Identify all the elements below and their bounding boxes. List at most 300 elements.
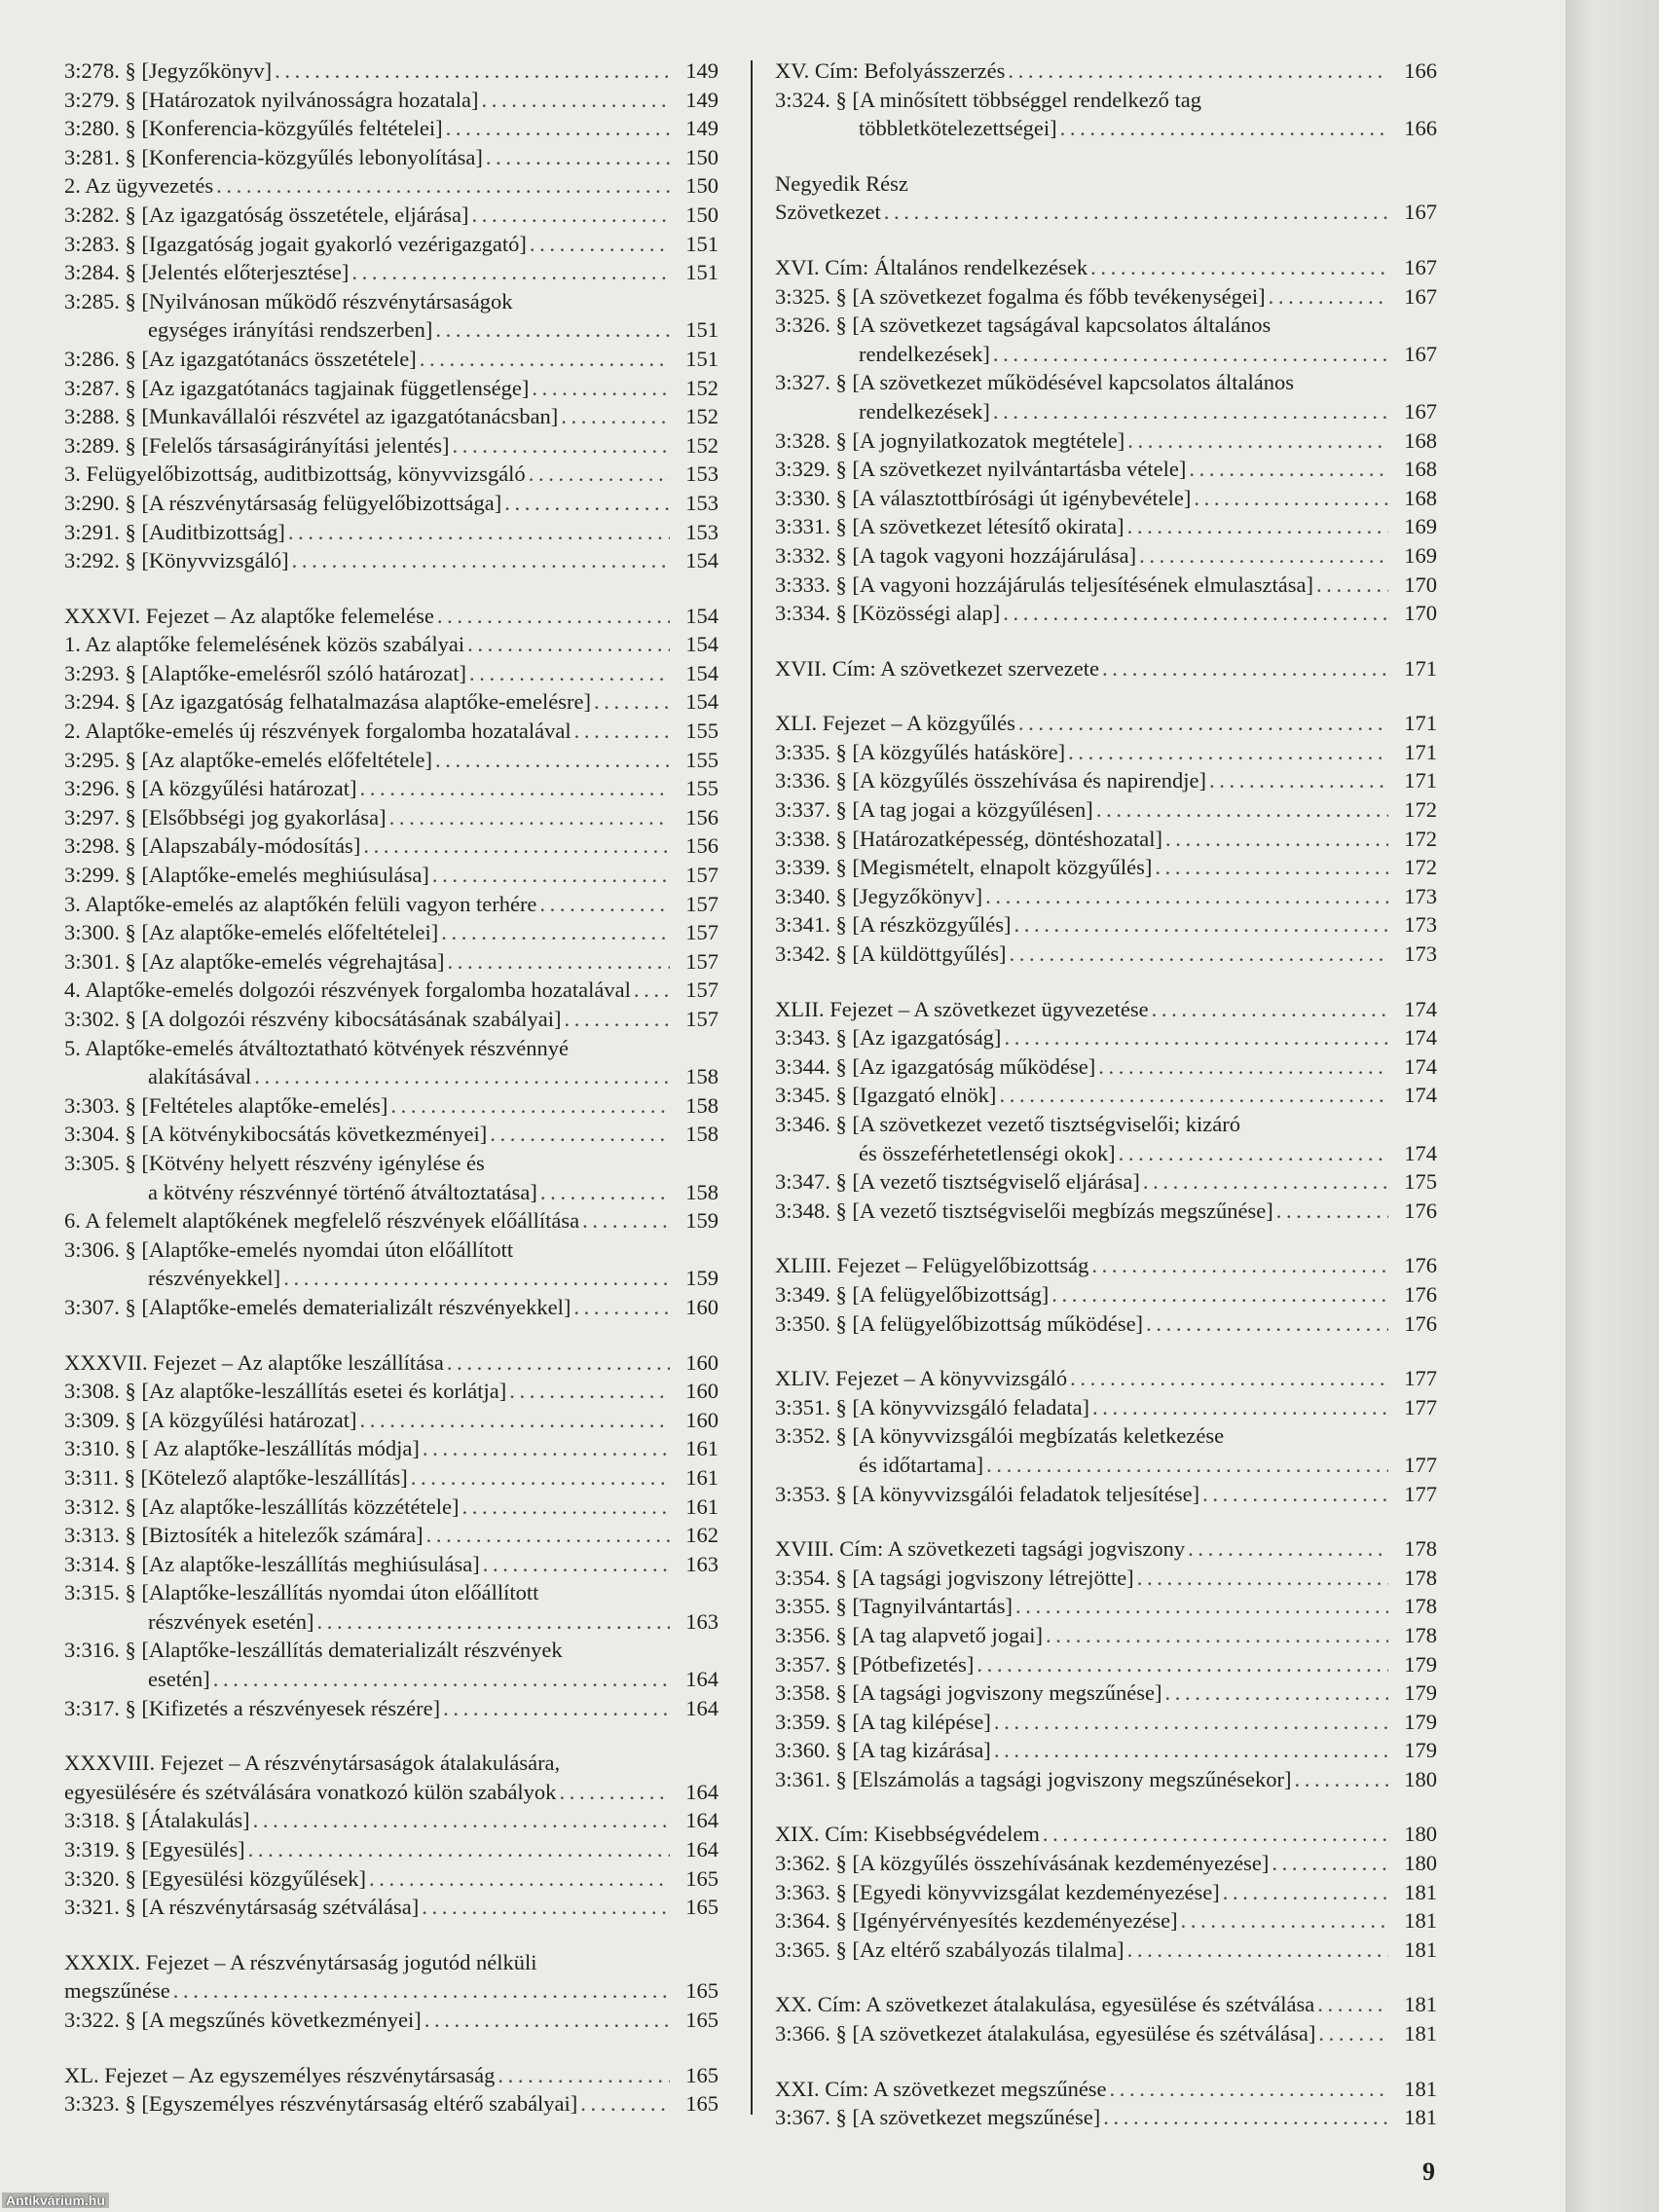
toc-entry-title: XV. Cím: Befolyásszerzés (775, 58, 1006, 83)
toc-entry-title: XVI. Cím: Általános rendelkezések (775, 254, 1088, 279)
toc-entry-title: 3:318. § [Átalakulás] (64, 1808, 250, 1833)
toc-entry-title: többletkötelezettségei] (859, 116, 1057, 141)
leader-dots (441, 918, 670, 947)
toc-entry (775, 853, 1437, 882)
leader-dots (423, 1434, 670, 1463)
leader-dots (1137, 1564, 1388, 1593)
leader-dots (1092, 1393, 1388, 1422)
toc-entry-page: 165 (685, 2091, 719, 2117)
toc-entry-page: 181 (1404, 1936, 1437, 1962)
toc-entry-page: 161 (685, 1436, 719, 1461)
toc-entry (775, 2103, 1437, 2132)
toc-entry-page: 154 (685, 689, 719, 715)
toc-entry (64, 1463, 719, 1493)
toc-entry (64, 1948, 719, 2006)
leader-dots (1110, 2075, 1388, 2104)
leader-dots (216, 171, 670, 201)
toc-entry (775, 1736, 1437, 1765)
toc-entry-page: 179 (1404, 1651, 1437, 1677)
leader-dots (574, 717, 670, 746)
toc-entry-page: 165 (685, 1865, 719, 1891)
toc-entry-page: 169 (1404, 542, 1437, 568)
toc-entry (64, 1406, 719, 1435)
toc-entry-title: 3:342. § [A küldöttgyűlés] (775, 941, 1007, 967)
toc-entry (775, 1280, 1437, 1309)
leader-dots (1317, 1990, 1388, 2019)
leader-dots (1127, 426, 1388, 456)
toc-entry-page: 168 (1404, 427, 1437, 453)
toc-entry-title: részvényekkel] (148, 1266, 281, 1291)
toc-entry (64, 831, 719, 861)
toc-entry-title: XX. Cím: A szövetkezet átalakulása, egyesülése és szétválása (775, 1992, 1315, 2017)
toc-entry (775, 599, 1437, 628)
toc-entry (64, 1293, 719, 1322)
toc-entry-title: rendelkezések] (859, 341, 990, 366)
toc-entry (775, 1309, 1437, 1339)
leader-dots (573, 1293, 670, 1322)
toc-entry-title: 3:290. § [A részvénytársaság felügyelőbizottsága] (64, 490, 502, 515)
section-gap (775, 2048, 1437, 2075)
toc-entry-title: 3:359. § [A tag kilépése] (775, 1709, 991, 1734)
toc-entry (64, 1806, 719, 1835)
toc-entry (64, 1493, 719, 1522)
toc-entry-page: 160 (685, 1294, 719, 1319)
leader-dots (443, 1694, 670, 1723)
leader-dots (469, 659, 670, 688)
toc-entry-page: 176 (1404, 1310, 1437, 1336)
toc-entry-title: 3:339. § [Megismételt, elnapolt közgyűlés] (775, 855, 1153, 880)
toc-entry-page: 174 (1404, 1053, 1437, 1079)
toc-entry-page: 157 (685, 948, 719, 974)
toc-entry-title: 3:324. § [A minősített többséggel rendelkező tag (775, 87, 1202, 112)
leader-dots (1276, 1197, 1388, 1226)
toc-entry-page: 167 (1404, 398, 1437, 424)
toc-entry-title: 3:320. § [Egyesülési közgyűlések] (64, 1865, 366, 1891)
leader-dots (447, 947, 670, 977)
toc-entry-title: Szövetkezet (775, 200, 881, 225)
toc-entry-title: 3:351. § [A könyvvizsgáló feladata] (775, 1394, 1090, 1419)
toc-entry (64, 2006, 719, 2035)
toc-entry-title: egységes irányítási rendszerben] (148, 317, 433, 343)
toc-entry-page: 165 (685, 1895, 719, 1920)
toc-entry-title: egyesülésére és szétválására vonatkozó külön szabályok (64, 1779, 557, 1804)
toc-entry-title: 3:365. § [Az eltérő szabályozás tilalma] (775, 1936, 1124, 1962)
toc-entry (64, 1694, 719, 1723)
toc-entry-page: 156 (685, 833, 719, 859)
leader-dots (275, 56, 670, 86)
leader-dots (1164, 1678, 1388, 1708)
toc-entry-title: XVIII. Cím: A szövetkezeti tagsági jogviszony (775, 1536, 1186, 1562)
toc-entry (64, 1235, 719, 1293)
toc-entry (64, 1091, 719, 1121)
toc-entry-title: 3:308. § [Az alaptőke-leszállítás esetei és korlátja] (64, 1379, 507, 1404)
toc-entry-title: alakításával (148, 1064, 252, 1089)
toc-entry (64, 86, 719, 115)
toc-entry-page: 174 (1404, 1025, 1437, 1051)
toc-entry-page: 167 (1404, 254, 1437, 279)
toc-entry-page: 181 (1404, 1992, 1437, 2017)
toc-entry-title: 3:352. § [A könyvvizsgálói megbízatás keletkezése (775, 1423, 1225, 1449)
leader-dots (173, 1976, 670, 2006)
toc-entry (64, 947, 719, 977)
section-gap (64, 1722, 719, 1749)
toc-entry (775, 825, 1437, 854)
toc-entry-title: 3:350. § [A felügyelőbizottság működése] (775, 1310, 1144, 1336)
leader-dots (1043, 1820, 1388, 1849)
toc-entry-title: 3:304. § [A kötvénykibocsátás következményei] (64, 1122, 488, 1147)
toc-entry-page: 155 (685, 747, 719, 772)
toc-entry-title: 3:353. § [A könyvvizsgálói feladatok teljesítése] (775, 1481, 1200, 1506)
toc-entry-title: 3:280. § [Konferencia-közgyűlés feltételei] (64, 116, 443, 141)
toc-entry-title: XLII. Fejezet – A szövetkezet ügyvezetése (775, 996, 1149, 1021)
leader-dots (435, 315, 670, 345)
toc-entry (775, 766, 1437, 795)
toc-entry (775, 738, 1437, 767)
toc-entry (64, 546, 719, 575)
toc-entry-page: 156 (685, 804, 719, 830)
leader-dots (994, 1736, 1388, 1765)
toc-entry-page: 153 (685, 461, 719, 487)
toc-entry-title: 3:332. § [A tagok vagyoni hozzájárulása] (775, 542, 1137, 568)
leader-dots (1003, 599, 1388, 628)
toc-entry-page: 180 (1404, 1822, 1437, 1847)
column-divider (751, 60, 753, 2115)
toc-entry-title: 3:292. § [Könyvvizsgáló] (64, 548, 289, 573)
toc-entry-page: 157 (685, 920, 719, 945)
toc-entry (64, 114, 719, 143)
toc-entry-page: 175 (1404, 1169, 1437, 1195)
toc-entry-page: 178 (1404, 1622, 1437, 1647)
toc-entry-title: 3:355. § [Tagnyilvántartás] (775, 1594, 1013, 1619)
leader-dots (1051, 1280, 1388, 1309)
toc-entry-title: 3:344. § [Az igazgatóság működése] (775, 1053, 1096, 1079)
toc-entry-page: 150 (685, 202, 719, 227)
leader-dots (1127, 1936, 1388, 1965)
toc-entry (775, 512, 1437, 541)
leader-dots (1096, 795, 1388, 825)
leader-dots (977, 1650, 1388, 1679)
toc-entry-page: 158 (685, 1179, 719, 1204)
leader-dots (529, 460, 670, 489)
toc-entry-page: 152 (685, 432, 719, 458)
toc-entry (775, 709, 1437, 738)
leader-dots (540, 1178, 670, 1207)
toc-entry (64, 402, 719, 431)
leader-dots (292, 546, 670, 575)
toc-entry (775, 455, 1437, 484)
toc-entry-title: XLIII. Fejezet – Felügyelőbizottság (775, 1253, 1089, 1278)
toc-entry-page: 166 (1404, 116, 1437, 141)
toc-entry-title: 3:294. § [Az igazgatóság felhatalmazása alaptőke-emelésre] (64, 689, 591, 715)
leader-dots (1070, 1364, 1388, 1393)
toc-entry-title: 3:327. § [A szövetkezet működésével kapcsolatos általános (775, 370, 1294, 395)
toc-entry-title: 4. Alaptőke-emelés dolgozói részvények forgalomba hozatalával (64, 977, 631, 1003)
toc-entry-page: 177 (1404, 1452, 1437, 1477)
toc-entry-page: 157 (685, 863, 719, 888)
toc-entry-title: 3:287. § [Az igazgatótanács tagjainak függetlensége] (64, 375, 530, 400)
toc-entry-title: 3:356. § [A tag alapvető jogai] (775, 1622, 1043, 1647)
leader-dots (447, 1348, 670, 1378)
leader-dots (1316, 571, 1388, 600)
page-edge-shadow (1566, 0, 1659, 2212)
toc-entry-page: 160 (685, 1407, 719, 1432)
toc-entry-title: 1. Az alaptőke felemelésének közös szabályai (64, 632, 465, 657)
toc-entry (64, 56, 719, 86)
toc-entry (64, 630, 719, 659)
toc-entry (775, 1564, 1437, 1593)
toc-entry-title: és időtartama] (859, 1452, 984, 1477)
toc-entry-page: 181 (1404, 2021, 1437, 2046)
section-gap (64, 2035, 719, 2061)
toc-entry (64, 230, 719, 259)
toc-entry-page: 160 (685, 1349, 719, 1375)
leader-dots (634, 976, 670, 1005)
toc-entry-title: 6. A felemelt alaptőkének megfelelő részvények előállítása (64, 1208, 580, 1234)
toc-entry (64, 287, 719, 345)
toc-entry-title: 3:291. § [Auditbizottság] (64, 519, 285, 544)
toc-entry-title: 3:345. § [Igazgató elnök] (775, 1083, 997, 1108)
toc-entry (64, 976, 719, 1005)
toc-entry-title: XXXIX. Fejezet – A részvénytársaság jogutód nélküli (64, 1949, 537, 1974)
toc-entry-title: megszűnése (64, 1978, 170, 2004)
leader-dots (1295, 1765, 1389, 1794)
leader-dots (993, 397, 1388, 426)
toc-entry-page: 176 (1404, 1281, 1437, 1307)
toc-entry-title: 3:340. § [Jegyzőkönyv] (775, 883, 983, 908)
toc-entry (775, 1480, 1437, 1509)
toc-entry (775, 1421, 1437, 1479)
toc-entry-title: 3:331. § [A szövetkezet létesítő okirata] (775, 514, 1124, 539)
toc-entry (775, 169, 1437, 199)
toc-entry-title: 3:301. § [Az alaptőke-emelés végrehajtása] (64, 948, 445, 974)
leader-dots (422, 1893, 670, 1922)
leader-dots (426, 1521, 670, 1550)
toc-entry-title: 3:347. § [A vezető tisztségviselő eljárása] (775, 1169, 1140, 1195)
toc-entry-title: XVII. Cím: A szövetkezet szervezete (775, 655, 1099, 681)
toc-entry-page: 173 (1404, 883, 1437, 908)
toc-entry (775, 541, 1437, 571)
toc-entry (64, 890, 719, 919)
toc-entry-title: 3:338. § [Határozatképesség, döntéshozatal] (775, 826, 1162, 851)
toc-entry (775, 56, 1437, 86)
toc-left-column (64, 56, 719, 2119)
leader-dots (1269, 282, 1388, 312)
leader-dots (1046, 1621, 1388, 1650)
toc-entry (775, 910, 1437, 940)
toc-entry (64, 171, 719, 201)
toc-entry (775, 484, 1437, 513)
leader-dots (483, 1550, 670, 1579)
toc-entry-page: 181 (1404, 2105, 1437, 2130)
toc-entry (775, 368, 1437, 425)
toc-entry-page: 159 (685, 1266, 719, 1291)
toc-entry (775, 1765, 1437, 1794)
toc-entry-title: 3:321. § [A részvénytársaság szétválása] (64, 1895, 420, 1920)
toc-entry-page: 151 (685, 231, 719, 256)
toc-entry-title: 3:364. § [Igényérvényesítés kezdeményezése] (775, 1908, 1178, 1934)
leader-dots (1194, 484, 1388, 513)
toc-entry-title: 3:349. § [A felügyelőbizottság] (775, 1281, 1050, 1307)
leader-dots (369, 1864, 670, 1894)
toc-entry-title: 3:334. § [Közösségi alap] (775, 601, 1001, 626)
leader-dots (539, 890, 670, 919)
toc-entry (64, 2061, 719, 2090)
toc-entry-title: XIX. Cím: Kisebbségvédelem (775, 1822, 1040, 1847)
toc-entry-title: 3:328. § [A jognyilatkozatok megtétele] (775, 427, 1125, 453)
toc-entry-title: 3:358. § [A tagsági jogviszony megszűnése] (775, 1680, 1162, 1706)
toc-entry-title: 3:348. § [A vezető tisztségviselői megbízás megszűnése] (775, 1198, 1273, 1223)
toc-entry-page: 165 (685, 1978, 719, 2004)
toc-entry-page: 163 (685, 1608, 719, 1634)
leader-dots (283, 1264, 670, 1293)
toc-entry (775, 1990, 1437, 2019)
toc-entry (775, 1936, 1437, 1965)
leader-dots (532, 374, 670, 403)
leader-dots (594, 687, 670, 717)
toc-entry-title: 3:319. § [Egyesülés] (64, 1837, 245, 1862)
toc-entry-page: 162 (685, 1523, 719, 1548)
toc-entry (64, 1835, 719, 1864)
section-gap (64, 575, 719, 602)
toc-entry (64, 1521, 719, 1550)
toc-entry-title: 5. Alaptőke-emelés átváltoztatható kötvények részvénnyé (64, 1035, 569, 1060)
leader-dots (564, 1005, 670, 1034)
toc-entry-title: 3:362. § [A közgyűlés összehívásának kezdeményezése] (775, 1851, 1270, 1876)
toc-entry-page: 174 (1404, 1083, 1437, 1108)
toc-entry-page: 171 (1404, 739, 1437, 764)
toc-entry-page: 165 (685, 2062, 719, 2087)
toc-entry-page: 169 (1404, 514, 1437, 539)
toc-entry-page: 181 (1404, 1908, 1437, 1934)
leader-dots (509, 1377, 670, 1406)
toc-entry-page: 172 (1404, 797, 1437, 823)
toc-entry-title: 3. Felügyelőbizottság, auditbizottság, könyvvizsgáló (64, 461, 526, 487)
toc-entry-title: 3:366. § [A szövetkezet átalakulása, egyesülése és szétválása] (775, 2021, 1316, 2046)
leader-dots (985, 882, 1388, 911)
toc-entry-page: 151 (685, 346, 719, 371)
toc-entry (64, 143, 719, 172)
toc-entry-title: 3:316. § [Alaptőke-leszállítás dematerializált részvények (64, 1638, 563, 1663)
toc-entry (775, 1110, 1437, 1167)
leader-dots (1098, 1052, 1388, 1082)
section-gap (775, 1793, 1437, 1820)
watermark: Antikvárium.hu (2, 2193, 109, 2208)
leader-dots (253, 1806, 670, 1835)
leader-dots (1188, 1534, 1388, 1564)
toc-entry (775, 1592, 1437, 1621)
leader-dots (248, 1835, 670, 1864)
toc-entry-page: 173 (1404, 912, 1437, 938)
toc-entry-title: XXXVIII. Fejezet – A részvénytársaságok átalakulására, (64, 1751, 561, 1776)
toc-entry (64, 374, 719, 403)
toc-entry (775, 1534, 1437, 1564)
leader-dots (1146, 1309, 1388, 1339)
toc-entry-title: 3:309. § [A közgyűlési határozat] (64, 1407, 357, 1432)
leader-dots (1010, 940, 1389, 969)
toc-entry-page: 160 (685, 1379, 719, 1404)
leader-dots (481, 86, 670, 115)
toc-entry-page: 172 (1404, 826, 1437, 851)
toc-entry-title: 3:337. § [A tag jogai a közgyűlésen] (775, 797, 1093, 823)
toc-entry-title: 3:336. § [A közgyűlés összehívása és napirendje] (775, 768, 1207, 793)
toc-entry-page: 176 (1404, 1253, 1437, 1278)
toc-entry (775, 86, 1437, 143)
toc-entry (64, 717, 719, 746)
toc-entry-page: 163 (685, 1551, 719, 1576)
leader-dots (1139, 541, 1388, 571)
toc-entry-title: és összeférhetetlenségi okok] (859, 1140, 1116, 1165)
leader-dots (467, 630, 670, 659)
leader-dots (1143, 1167, 1388, 1197)
toc-entry-title: 3:313. § [Biztosíték a hitelezők számára] (64, 1523, 424, 1548)
leader-dots (561, 402, 670, 431)
toc-entry (775, 1023, 1437, 1052)
leader-dots (1223, 1878, 1388, 1907)
toc-entry (775, 1650, 1437, 1679)
toc-entry-page: 150 (685, 173, 719, 199)
leader-dots (363, 831, 670, 861)
toc-entry-title: 3:310. § [ Az alaptőke-leszállítás módja] (64, 1436, 420, 1461)
leader-dots (582, 1206, 670, 1235)
toc-entry (775, 1906, 1437, 1936)
toc-entry-title: 3:361. § [Elszámolás a tagsági jogviszony megszűnésekor] (775, 1766, 1292, 1791)
toc-entry-page: 149 (685, 58, 719, 83)
leader-dots (288, 518, 670, 547)
toc-entry (64, 1120, 719, 1149)
toc-entry (775, 1708, 1437, 1737)
toc-entry-page: 179 (1404, 1680, 1437, 1706)
toc-entry-title: 2. Alaptőke-emelés új részvények forgalomba hozatalával (64, 719, 571, 744)
toc-entry (64, 1377, 719, 1406)
toc-entry-title: a kötvény részvénnyé történő átváltoztatása] (148, 1179, 537, 1204)
toc-entry (64, 687, 719, 717)
toc-entry (64, 1005, 719, 1034)
toc-entry-page: 159 (685, 1208, 719, 1234)
toc-entry (775, 282, 1437, 312)
toc-entry-page: 154 (685, 632, 719, 657)
toc-entry-page: 152 (685, 375, 719, 400)
toc-entry-page: 164 (685, 1837, 719, 1862)
toc-entry-title: 3:341. § [A részközgyűlés] (775, 912, 1012, 938)
toc-entry-page: 153 (685, 519, 719, 544)
toc-entry-page: 164 (685, 1667, 719, 1692)
toc-entry-title: 3:305. § [Kötvény helyett részvény igénylése és (64, 1150, 485, 1175)
toc-entry-page: 166 (1404, 58, 1437, 83)
toc-entry-page: 180 (1404, 1766, 1437, 1791)
page-number: 9 (1422, 2157, 1435, 2186)
section-gap (775, 227, 1437, 253)
toc-entry-title: 3:299. § [Alaptőke-emelés meghiúsulása] (64, 863, 429, 888)
leader-dots (424, 2006, 670, 2035)
toc-entry-title: 3:315. § [Alaptőke-leszállítás nyomdai úton előállított (64, 1580, 539, 1605)
leader-dots (411, 1463, 670, 1493)
toc-entry (64, 1749, 719, 1806)
section-gap (64, 1922, 719, 1948)
leader-dots (580, 2089, 670, 2119)
toc-entry-page: 158 (685, 1122, 719, 1147)
toc-entry-title: 3:278. § [Jegyzőkönyv] (64, 58, 273, 83)
toc-entry-title: XL. Fejezet – Az egyszemélyes részvénytársaság (64, 2062, 496, 2087)
toc-entry-page: 150 (685, 144, 719, 169)
toc-entry (775, 1364, 1437, 1393)
section-gap (775, 1508, 1437, 1534)
section-gap (775, 143, 1437, 169)
leader-dots (453, 431, 670, 461)
toc-entry-title: 3:306. § [Alaptőke-emelés nyomdai úton előállított (64, 1236, 514, 1262)
section-gap (775, 1338, 1437, 1364)
leader-dots (360, 1406, 670, 1435)
toc-entry (775, 426, 1437, 456)
